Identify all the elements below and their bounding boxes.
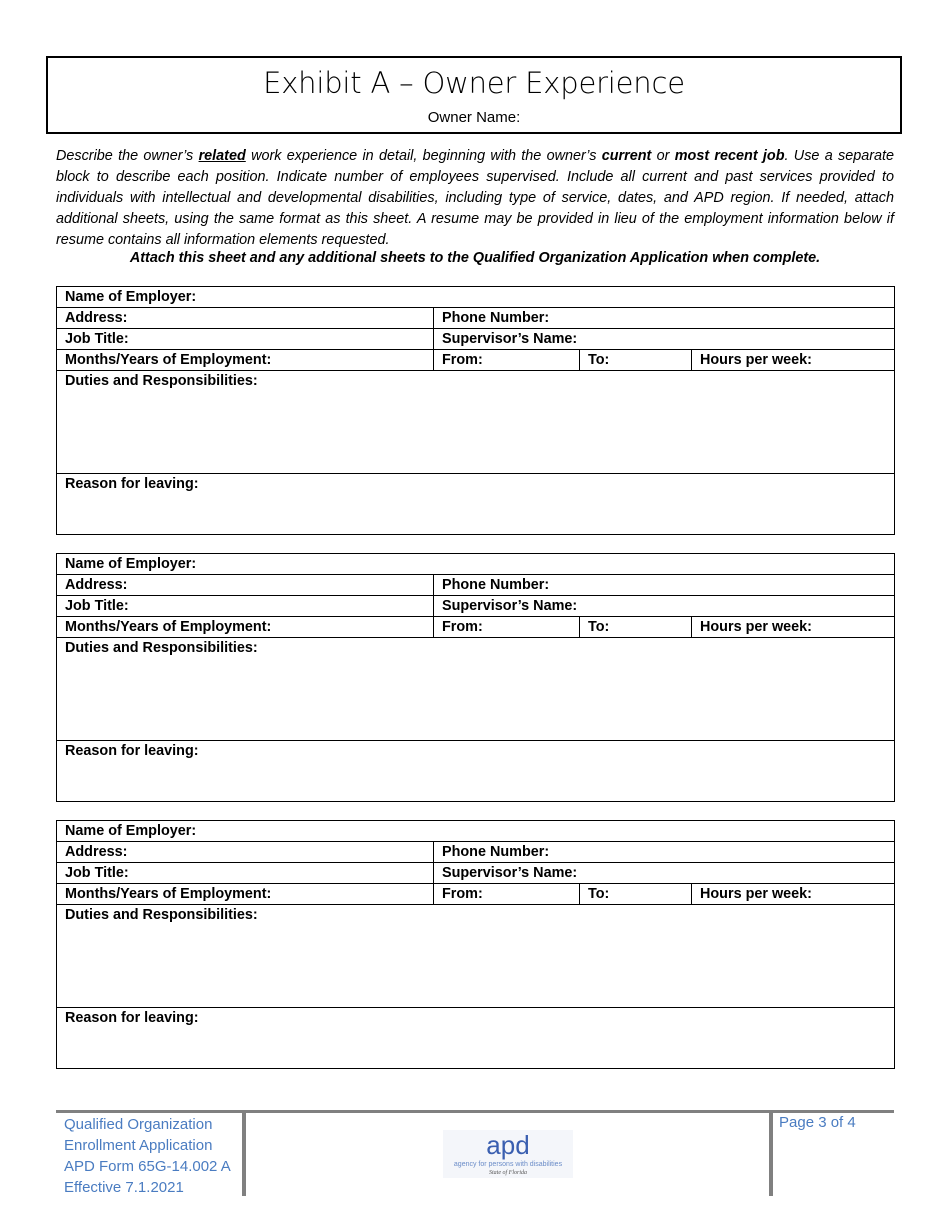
hours-field[interactable]: Hours per week:: [692, 884, 895, 905]
footer-divider-left: [242, 1110, 246, 1196]
footer-line-2: Enrollment Application: [64, 1137, 213, 1154]
job-title-field[interactable]: Job Title:: [57, 329, 434, 350]
to-field[interactable]: To:: [580, 884, 692, 905]
footer-line-3: APD Form 65G-14.002 A: [64, 1158, 231, 1175]
apd-logo-icon: [443, 1130, 573, 1178]
owner-name-label: Owner Name:: [427, 109, 521, 126]
reason-field[interactable]: Reason for leaving:: [57, 1008, 895, 1069]
page-number: Page 3 of 4: [779, 1114, 856, 1131]
page-title: Exhibit A – Owner Experience: [263, 66, 685, 100]
duties-field[interactable]: Duties and Responsibilities:: [57, 905, 895, 1008]
job-title-field[interactable]: Job Title:: [57, 596, 434, 617]
job-title-field[interactable]: Job Title:: [57, 863, 434, 884]
months-years-label: Months/Years of Employment:: [57, 884, 434, 905]
from-field[interactable]: From:: [434, 350, 580, 371]
attach-note: Attach this sheet and any additional sheets to the Qualified Organization Application when complete.: [129, 250, 821, 266]
employer-block-3: [56, 820, 895, 1069]
employer-block-2: [56, 553, 895, 802]
supervisor-field[interactable]: Supervisor’s Name:: [434, 596, 895, 617]
phone-field[interactable]: Phone Number:: [434, 575, 895, 596]
employer-name-field[interactable]: Name of Employer:: [57, 287, 895, 308]
reason-field[interactable]: Reason for leaving:: [57, 474, 895, 535]
from-field[interactable]: From:: [434, 884, 580, 905]
duties-field[interactable]: Duties and Responsibilities:: [57, 638, 895, 741]
supervisor-field[interactable]: Supervisor’s Name:: [434, 863, 895, 884]
to-field[interactable]: To:: [580, 350, 692, 371]
phone-field[interactable]: Phone Number:: [434, 308, 895, 329]
from-field[interactable]: From:: [434, 617, 580, 638]
supervisor-field[interactable]: Supervisor’s Name:: [434, 329, 895, 350]
phone-field[interactable]: Phone Number:: [434, 842, 895, 863]
employer-block-1: [56, 286, 895, 535]
employer-name-field[interactable]: Name of Employer:: [57, 554, 895, 575]
duties-field[interactable]: Duties and Responsibilities:: [57, 371, 895, 474]
footer-form-info: [64, 1114, 231, 1198]
to-field[interactable]: To:: [580, 617, 692, 638]
months-years-label: Months/Years of Employment:: [57, 350, 434, 371]
footer-line-1: Qualified Organization: [64, 1116, 213, 1133]
hours-field[interactable]: Hours per week:: [692, 350, 895, 371]
svg-text:apd: apd: [486, 1130, 530, 1160]
instructions: Describe the owner’s related work experience in detail, beginning with the owner’s current or most recent job. Use a separate block to describe each position. Indicate number of employees supervised. Include all current and past services provided to individuals with intellectual and developmental disabilities, including type of service, dates, and APD region. If needed, attach additional sheets, using the same format as this sheet. A resume may be provided in lieu of the employment information below if resume contains all information elements requested.: [56, 148, 894, 248]
svg-text:agency for persons with disabi: agency for persons with disabilities: [453, 1161, 563, 1168]
hours-field[interactable]: Hours per week:: [692, 617, 895, 638]
svg-text:State of Florida: State of Florida: [489, 1170, 527, 1176]
address-field[interactable]: Address:: [57, 308, 434, 329]
address-field[interactable]: Address:: [57, 842, 434, 863]
header-box: [46, 56, 902, 134]
footer-divider-right: [769, 1110, 773, 1196]
months-years-label: Months/Years of Employment:: [57, 617, 434, 638]
reason-field[interactable]: Reason for leaving:: [57, 741, 895, 802]
address-field[interactable]: Address:: [57, 575, 434, 596]
employer-name-field[interactable]: Name of Employer:: [57, 821, 895, 842]
footer-line-4: Effective 7.1.2021: [64, 1179, 184, 1196]
